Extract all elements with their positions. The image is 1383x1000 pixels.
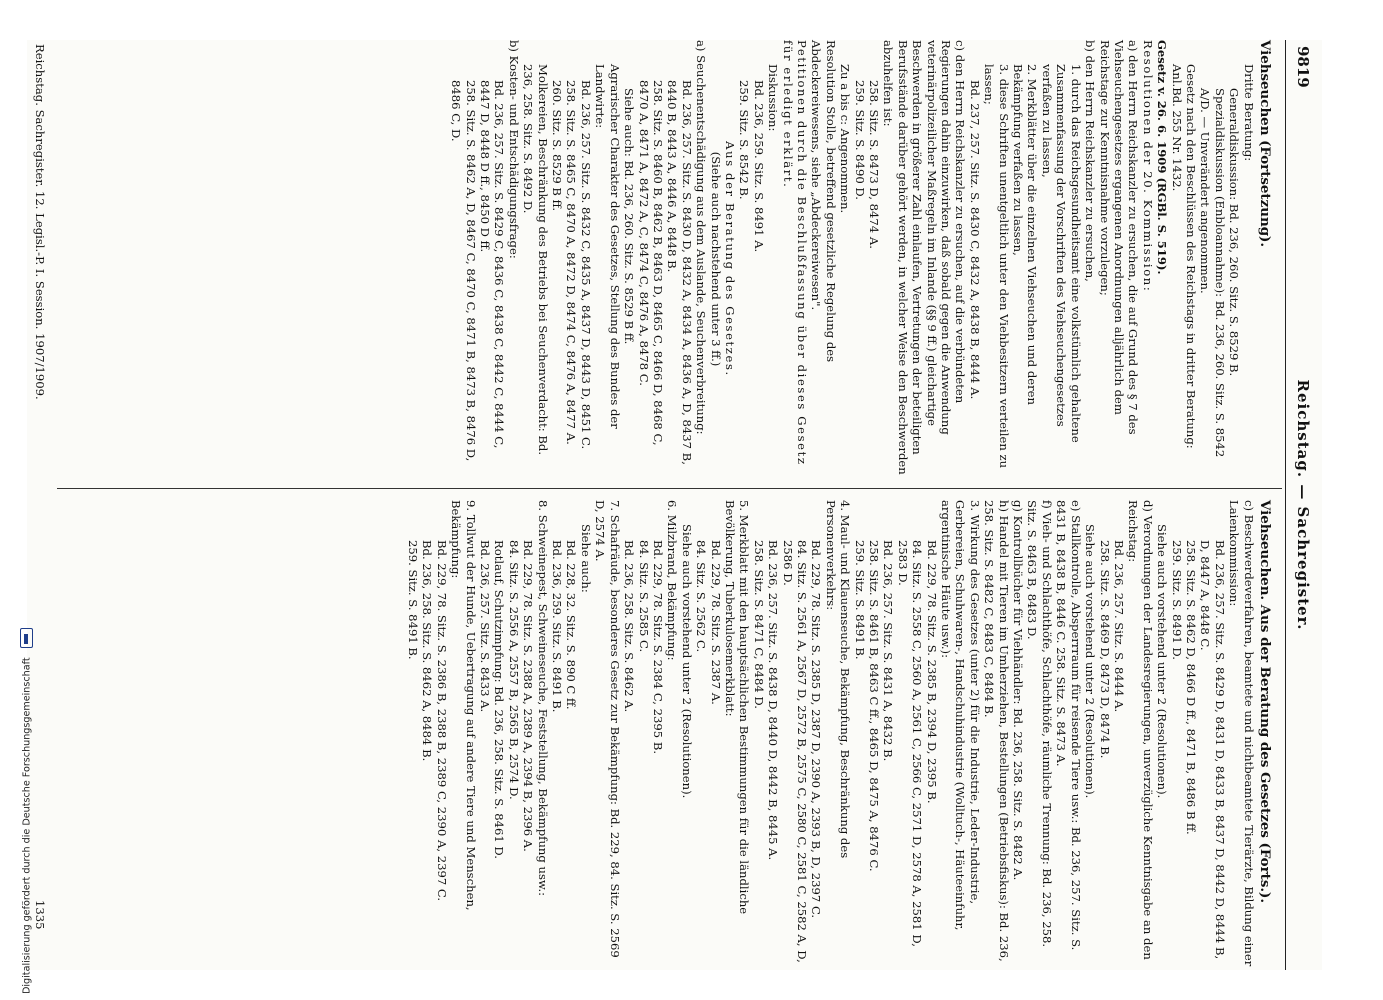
index-entry: Bd. 229, 78. Sitz. S. 2387 A.: [708, 540, 723, 705]
index-entry: Petitionen durch die Beschlußfassung über dieses Gesetz für erledigt erklärt.: [780, 40, 809, 471]
index-entry: Bd. 236, 257. Sitz. S. 8431 A, 8432 B.: [881, 540, 896, 762]
index-entry: Bd. 236, 259. Sitz. S. 8491 A.: [751, 80, 766, 253]
index-entry: b) Kosten- und Entschädigungsfrage:: [506, 40, 521, 259]
index-entry: 260. Sitz. S. 8529 B ff.: [550, 80, 565, 212]
index-entry: 1. durch das Reichsgesundheitsamt eine volkstümlich gehaltene Zusammenfassung der Vorschriften des Viehseuchengesetzes verfaßen zu lassen,: [1039, 64, 1083, 447]
index-entry: Bd. 228, 32. Sitz. S. 890 C ff.: [564, 540, 579, 710]
index-entry: 258. Sitz. S. 8461 B, 8463 C ff., 8465 D, 8475 A, 8476 C.: [867, 540, 882, 872]
index-entry: f) Vieh- und Schlachthöfe, Schlachthöfe, räumliche Trennung: Bd. 236, 258. Sitz. S. 8463 B, 8483 D.: [1025, 500, 1054, 951]
index-entry: 6. Milzbrand, Bekämpfung:: [665, 500, 680, 661]
index-entry: Siehe auch vorstehend unter 2 (Resolutionen).: [1083, 524, 1098, 799]
index-entry: Viehseuchen (Fortsetzung).: [1257, 40, 1273, 248]
footer-source: Reichstag. Sachregister. 12. Legisl.-P. I. Session. 1907/1909.: [33, 44, 47, 400]
index-entry: Siehe auch:: [578, 524, 593, 593]
index-entry: 258. Sitz. S. 8462 A, D, 8467 C, 8470 C, 8471 B, 8473 B, 8476 D, 8486 C, D.: [449, 80, 478, 466]
index-entry: Resolution Stolle, betreffend gesetzliche Regelung des Abdeckereiwesens, siehe „Abdeckereiwesen".: [809, 40, 838, 366]
index-entry: Resolutionen der 20. Kommission:: [1140, 40, 1155, 293]
index-entry: 4. Maul- und Klauenseuche, Bekämpfung, Beschränkung des Personenverkehrs:: [823, 500, 853, 862]
index-entry: 3. diese Schriften unentgeltlich unter den Viehbesitzern verteilen zu lassen;: [982, 64, 1011, 472]
index-entry: Bd. 236, 257. Sitz. S. 8429 D, 8431 D, 8433 B, 8437 D, 8442 D, 8444 B, D, 8447 A, 8448 C.: [1198, 540, 1227, 963]
index-entry: 258. Sitz. S. 8460 B, 8462 B, 8463 D, 8465 C, 8466 D, 8468 C, 8470 A, 8471 A, 8472 A, C, 8474 C, 8476 A, 8478 C.: [636, 80, 665, 450]
index-entry: Bd. 229, 78. Sitz. S. 2388 A, 2389 A, 2394 B, 2396 A.: [521, 540, 536, 852]
index-entry: 7. Schafräude, besonderes Gesetz zur Bekämpfung: Bd. 229, 84. Sitz. S. 2569 D, 2574 A.: [593, 500, 622, 962]
index-entry: c) Beschwerdeverfahren, beamtete und nichtbeamtete Tierärzte, Bildung einer Laienkommission:: [1227, 500, 1256, 970]
index-entry: 5. Merkblatt mit den hauptsächlichen Bestimmungen für die ländliche Bevölkerung, Tuberkulosemerkblatt:: [722, 500, 752, 918]
index-entry: Gesetz nach den Beschlüssen des Reichstags in dritter Beratung: Anl.Bd. 255 Nr. 1432.: [1169, 64, 1198, 453]
page-number: 9819: [1294, 46, 1312, 88]
index-entry: Agrarischer Charakter des Gesetzes, Stellung des Bundes der Landwirte:: [593, 64, 622, 433]
index-entry: 259. Sitz. S. 8542 B.: [737, 80, 752, 200]
index-entry: 8. Schweinepest, Schweineseuche, Feststellung, Bekämpfung usw.:: [535, 500, 550, 897]
index-entry: 259. Sitz. S. 8491 B.: [852, 540, 867, 660]
header-rule: [1285, 40, 1286, 970]
index-entry: a) Seuchenentschädigung aus dem Auslande, Seuchenverbreitung:: [694, 40, 709, 435]
index-entry: a) den Herrn Reichskanzler zu ersuchen, die auf Grund des § 7 des Viehseuchengesetzes ergangenen Anordnungen alljährlich dem Reichstage zur Kenntnisnahme vorzulegen;: [1097, 40, 1141, 439]
index-entry: Bd. 229, 78. Sitz. S. 2385 B, 2394 D, 2395 B.: [924, 540, 939, 804]
index-entry: b) den Herrn Reichskanzler zu ersuchen,: [1083, 40, 1098, 282]
index-entry: 2. Merkblätter über die einzelnen Viehseuchen und deren Bekämpfung verfaßen zu lassen,: [1011, 64, 1040, 409]
index-entry: Bd. 229, 78. Sitz. S. 2384 C, 2395 B.: [650, 540, 665, 755]
index-entry: 84. Sitz. S. 2556 A, 2557 B, 2565 B, 2574 D.: [506, 540, 521, 800]
index-entry: (Siehe auch nachstehend unter 3 ff.): [708, 151, 723, 367]
index-entry: Bd. 236, 257. Sitz. S. 8433 A.: [478, 540, 493, 713]
digitization-credit: [20, 628, 33, 994]
index-entry: h) Handel mit Tieren im Umherziehen, Bestellungen (Betriebsfiskus): Bd. 236, 258. Sitz. S. 8482 C, 8483 C, 8484 B.: [982, 500, 1011, 966]
index-entry: 258. Sitz. S. 8462 D, 8466 D ff., 8471 B, 8486 B ff.: [1183, 540, 1198, 835]
index-entry: g) Kontrollbücher für Viehhändler: Bd. 236, 258. Sitz. S. 8482 A.: [1011, 500, 1026, 881]
index-entry: Bd. 229, 78. Sitz. S. 2386 B, 2388 B, 2389 C, 2390 A, 2397 C.: [434, 540, 449, 902]
index-entry: 259. Sitz. S. 8490 D.: [852, 80, 867, 200]
index-entry: Gesetz v. 26. 6. 1909 (RGBl. S. 519).: [1155, 40, 1170, 275]
index-entry: 259. Sitz. S. 8491 B.: [406, 540, 421, 660]
index-entry: Bd. 236, 257. Sitz. S. 8429 C, 8436 C, 8438 C, 8442 C, 8444 C, 8447 D, 8448 D ff., 8450 D ff.: [478, 80, 507, 453]
index-entry: Siehe auch vorstehend unter 2 (Resolutionen).: [679, 524, 694, 799]
index-entry: Bd. 236, 257. Sitz. S. 8444 A.: [1111, 540, 1126, 713]
right-column: [406, 500, 1272, 970]
index-entry: 84. Sitz. S. 2561 A, 2567 D, 2572 B, 2575 C, 2580 C, 2581 C, 2582 A, D, 2586 D.: [780, 540, 809, 967]
page-header: [1282, 40, 1322, 970]
index-entry: Dritte Beratung:: [1241, 64, 1256, 162]
index-entry: Bd. 236, 259. Sitz. S. 8491 B.: [550, 540, 565, 713]
index-entry: Bd. 236, 258. Sitz. S. 8462 A, 8484 B.: [420, 540, 435, 762]
index-entry: Molkereien, Beschränkung des Betriebs bei Seuchenverdacht: Bd. 236, 258. Sitz. S. 8492 D.: [521, 64, 550, 459]
index-entry: Zu a bis c: Angenommen.: [838, 64, 853, 214]
column-divider: [57, 488, 1282, 489]
index-entry: Generaldiskussion: Bd. 236, 260. Sitz. S. 8529 B.: [1227, 88, 1242, 377]
index-entry: Spezialdiskussion (Enbloannahme): Bd. 236, 260. Sitz. S. 8542 A/D. — Unverändert angenommen.: [1198, 88, 1227, 461]
index-entry: Bd. 236, 257. Sitz. S. 8430 D, 8432 A, 8434 A, 8436 A, D, 8437 B, 8440 B, 8443 A, 8446 A, 8448 B.: [665, 80, 694, 469]
index-entry: Siehe auch vorstehend unter 2 (Resolutionen).: [1155, 524, 1170, 799]
footer-page-number: 1335: [33, 900, 47, 930]
index-entry: 259. Sitz. S. 8491 D.: [1169, 540, 1184, 660]
index-entry: Bd. 237, 257. Sitz. S. 8430 C, 8432 A, 8438 B, 8444 A.: [967, 80, 982, 400]
index-entry: 84. Sitz. S. 2562 C.: [694, 540, 709, 653]
index-entry: 9. Tollwut der Hunde, Uebertragung auf andere Tiere und Menschen, Bekämpfung:: [449, 500, 478, 915]
document-page: [27, 40, 1322, 970]
index-entry: e) Stallkontrolle, Absperrraum für reisende Tiere usw.: Bd. 236, 257. Sitz. S. 8431 B, 8438 B, 8446 C. 258. Sitz. S. 8473 A.: [1054, 500, 1083, 954]
index-entry: Rotlauf, Schutzimpfung: Bd. 236, 258. Sitz. S. 8461 D.: [492, 540, 507, 859]
index-entry: c) den Herrn Reichskanzler zu ersuchen, auf die verbündeten Regierungen dahin einzuwirken, daß sobald gegen die Anwendung veterinärpolizeilicher Maßregeln im Inlande (§§ 9 ff.) gleichartige Beschwerden in größerer Zahl einlaufen, Vertretungen der beteiligten Berufsstände darüber gehört werden, in welcher Weise den Beschwerden abzuhelfen ist:: [881, 40, 968, 479]
left-column: [449, 40, 1272, 478]
index-entry: Bd. 236, 258. Sitz. S. 8462 A.: [622, 540, 637, 713]
index-entry: 258. Sitz. S. 8473 D, 8474 A.: [867, 80, 882, 249]
index-entry: d) Verordnungen der Landesregierungen, unverzügliche Kenntnisgabe an den Reichstag:: [1126, 500, 1155, 964]
index-entry: 3. Wirkung des Gesetzes (unter 2) für die Industrie, Leder-Industrie, Gerbereien, Schuhwaren-, Handschuhindustrie (Wolltuch-, Häuteeinfuhr, argentinische Häute usw.):: [939, 500, 982, 935]
index-entry: Viehseuchen. Aus der Beratung des Gesetzes (Forts.).: [1257, 500, 1273, 904]
running-title: Reichstag. — Sachregister.: [1294, 379, 1312, 631]
index-entry: Siehe auch: Bd. 236, 260. Sitz. S. 8529 B ff.: [622, 88, 637, 345]
index-entry: 258. Sitz. S. 8469 D, 8473 D, 8474 B.: [1097, 540, 1112, 759]
index-entry: Bd. 229, 78. Sitz. S. 2385 D, 2387 D, 2390 A, 2393 B, D, 2397 C.: [809, 540, 824, 919]
index-entry: 258. Sitz. S. 8465 C, 8470 A, 8472 D, 8474 C, 8476 A, 8477 A.: [564, 80, 579, 445]
dfg-logo-icon: [20, 628, 33, 648]
index-entry: Bd. 236, 257. Sitz. S. 8438 D, 8440 D, 8442 B, 8445 A.: [766, 540, 781, 861]
index-entry: Aus der Beratung des Gesetzes.: [722, 141, 737, 377]
index-entry: 84. Sitz. S. 2585 C.: [636, 540, 651, 653]
index-entry: 84. Sitz. S. 2558 C, 2560 A, 2561 C, 2566 C, 2571 D, 2578 A, 2581 D, 2583 D.: [895, 540, 925, 951]
attribution-text: Digitalisierung gefördert durch die Deutsche Forschungsgemeinschaft: [21, 657, 33, 994]
index-entry: 258. Sitz. S. 8471 C, 8484 D.: [751, 540, 766, 709]
index-entry: Bd. 236, 257. Sitz. S. 8432 C, 8435 A, 8437 D, 8443 D, 8451 C.: [578, 80, 593, 450]
index-entry: Diskussion:: [766, 64, 781, 132]
